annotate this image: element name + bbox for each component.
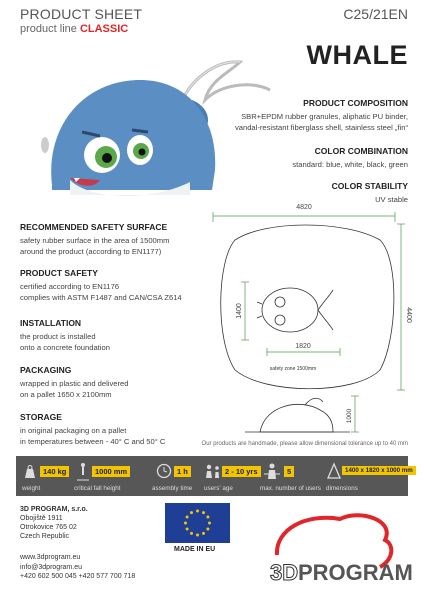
company-name: 3D PROGRAM, s.r.o. [20,506,88,513]
spec-fall-height-value: 1000 mm [92,466,130,477]
storage-section [20,412,210,447]
packaging-text-2: on a pallet 1650 x 2100mm [20,390,112,399]
spec-users-age-label: users' age [204,485,233,492]
product-safety-text-1: certified according to EN1176 [20,282,120,291]
product-line [20,23,128,35]
users-age-icon [204,463,222,479]
spec-users-age-value: 2 - 10 yrs [222,466,261,477]
spec-fall-height-label: critical fall height [74,485,121,492]
spec-assembly [152,456,202,496]
spec-weight-value: 140 kg [40,466,69,477]
company-phone: +420 602 500 045 +420 577 700 718 [20,573,136,580]
weight-icon [22,464,38,480]
spec-dimensions-value: 1400 x 1820 x 1000 mm [342,466,416,475]
spec-dimensions-label: dimensions [326,485,358,492]
product-safety-text-2: complies with ASTM F1487 and CAN/CSA Z614 [20,293,182,302]
company-addr-2: Otrokovice 765 02 [20,524,77,531]
storage-heading: STORAGE [20,412,62,422]
spec-weight-label: weight [22,485,41,492]
product-line-prefix: product line [20,23,80,35]
company-web[interactable]: www.3dprogram.eu [20,554,81,561]
color-combination-section [208,146,408,170]
company-logo [265,505,415,585]
composition-heading: PRODUCT COMPOSITION [303,98,408,108]
spec-assembly-label: assembly time [152,485,193,492]
dim-height-product: 1400 [236,303,243,319]
color-combination-text: standard: blue, white, black, green [292,160,408,169]
spec-assembly-value: 1 h [174,466,191,477]
clock-icon [156,463,172,479]
spec-banner [16,456,413,496]
tolerance-note: Our products are handmade, please allow dimensional tolerance up to 40 mm [201,441,408,447]
made-in-eu-label: MADE IN EU [174,546,216,553]
company-contact [20,553,135,582]
safety-zone-label: safety zone 1500mm [269,366,317,372]
color-stability-heading: COLOR STABILITY [331,181,408,191]
spec-max-users-value: 5 [284,466,294,477]
spec-max-users [260,456,324,496]
composition-section [208,98,408,133]
storage-text-1: in original packaging on a pallet [20,426,127,435]
installation-text-1: the product is installed [20,332,96,341]
dim-width-total: 4820 [296,204,312,211]
technical-drawing [205,200,410,440]
safety-surface-text-1: safety rubber surface in the area of 1500mm [20,236,170,245]
product-safety-heading: PRODUCT SAFETY [20,268,98,278]
product-name: WHALE [306,40,408,70]
color-stability-text: UV stable [375,195,408,204]
packaging-text-1: wrapped in plastic and delivered [20,379,129,388]
company-addr-3: Czech Republic [20,533,70,540]
color-combination-heading: COLOR COMBINATION [314,146,408,156]
dimensions-icon [326,462,342,480]
storage-text-2: in temperatures between - 40° C and 50° C [20,437,166,446]
logo-prefix: 3D [270,560,299,585]
safety-surface-text-2: around the product (according to EN1177) [20,247,162,256]
composition-text-2: vandal-resistant fiberglass shell, stainless steel „fin“ [234,123,408,132]
spec-dimensions [324,456,413,496]
packaging-heading: PACKAGING [20,365,72,375]
installation-section [20,318,210,353]
eu-flag-icon [165,503,230,543]
safety-surface-section [20,222,210,257]
spec-max-users-label: max. number of users [260,485,321,492]
product-line-name: CLASSIC [79,23,129,35]
dim-side-height: 1000 [346,408,353,424]
company-address [20,505,88,541]
dim-height-total: 4400 [405,307,412,323]
fall-height-icon [76,462,90,482]
company-addr-1: Obojiště 1911 [20,515,63,522]
installation-heading: INSTALLATION [20,318,82,328]
company-email[interactable]: info@3dprogram.eu [20,563,82,571]
product-safety-section [20,268,210,303]
sheet-title: PRODUCT SHEET [20,6,143,22]
dim-width-product: 1820 [295,343,311,350]
composition-text-1: SBR+EPDM rubber granules, aliphatic PU binder, [241,112,408,121]
spec-users-age [202,456,258,496]
spec-fall-height [72,456,152,496]
installation-text-2: onto a concrete foundation [20,343,110,352]
safety-surface-heading: RECOMMENDED SAFETY SURFACE [20,222,168,232]
max-users-icon [262,462,282,480]
product-code: C25/21EN [343,6,408,22]
logo-suffix: PROGRAM [298,560,413,585]
packaging-section [20,365,210,400]
spec-weight [16,456,76,496]
